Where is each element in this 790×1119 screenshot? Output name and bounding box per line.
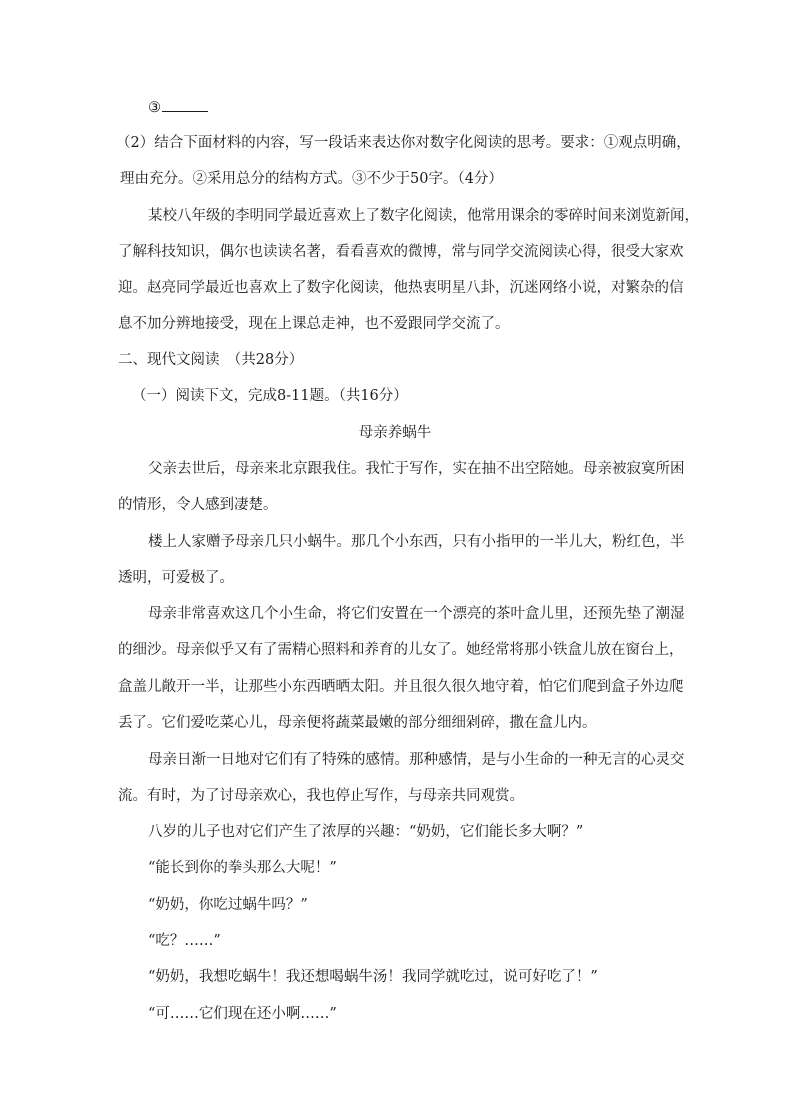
answer-blank-line <box>148 97 208 118</box>
article-line: “能长到你的拳头那么大呢！” <box>148 860 337 876</box>
material-line: 迎。赵亮同学最近也喜欢上了数字化阅读，他热衷明星八卦，沉迷网络小说，对繁杂的信 <box>118 280 684 296</box>
material-line: 某校八年级的李明同学最近喜欢上了数字化阅读，他常用课余的零碎时间来浏览新闻， <box>148 208 699 224</box>
article-line: 丢了。它们爱吃菜心儿，母亲便将蔬菜最嫩的部分细细剁碎，撒在盒儿内。 <box>118 715 597 731</box>
article-title: 母亲养蜗牛 <box>358 425 432 441</box>
article-line: 的情形，令人感到凄楚。 <box>118 497 278 513</box>
article-line: 母亲非常喜欢这几个小生命，将它们安置在一个漂亮的茶叶盒儿里，还预先垫了潮湿 <box>148 606 685 622</box>
sub-question-line: 理由充分。②采用总分的结构方式。③不少于50字。（4分） <box>120 171 503 187</box>
article-line: “奶奶，你吃过蜗牛吗？” <box>148 897 308 913</box>
article-line: “可……它们现在还小啊……” <box>148 1006 337 1022</box>
article-line: 楼上人家赠予母亲几只小蜗牛。那几个小东西，只有小指甲的一半儿大，粉红色，半 <box>148 534 685 550</box>
article-line: 的细沙。母亲似乎又有了需精心照料和养育的儿女了。她经常将那小铁盒儿放在窗台上， <box>118 642 684 658</box>
article-line: 母亲日渐一日地对它们有了特殊的感情。那种感情，是与小生命的一种无言的心灵交 <box>148 752 685 768</box>
blank-marker: ③ <box>148 100 161 116</box>
sub-question-line: （2）结合下面材料的内容，写一段话来表达你对数字化阅读的思考。要求：①观点明确， <box>116 135 691 151</box>
section-sub-heading: （一）阅读下文，完成8-11题。（共16分） <box>132 388 408 404</box>
material-line: 息不加分辨地接受，现在上课总走神，也不爱跟同学交流了。 <box>118 316 510 332</box>
section-heading: 二、现代文阅读 （共28分） <box>118 352 304 368</box>
answer-blank[interactable] <box>162 97 208 112</box>
article-line: 盒盖儿敞开一半，让那些小东西晒晒太阳。并且很久很久地守着，怕它们爬到盒子外边爬 <box>118 679 684 695</box>
article-line: 八岁的儿子也对它们产生了浓厚的兴趣：“奶奶，它们能长多大啊？” <box>148 824 584 840</box>
article-line: 流。有时，为了讨母亲欢心，我也停止写作，与母亲共同观赏。 <box>118 788 524 804</box>
article-line: 透明，可爱极了。 <box>118 570 234 586</box>
article-line: “吃？……” <box>148 933 221 949</box>
article-line: 父亲去世后，母亲来北京跟我住。我忙于写作，实在抽不出空陪她。母亲被寂寞所困 <box>148 461 685 477</box>
material-line: 了解科技知识，偶尔也读读名著，看看喜欢的微博，常与同学交流阅读心得，很受大家欢 <box>118 244 684 260</box>
article-line: “奶奶，我想吃蜗牛！我还想喝蜗牛汤！我同学就吃过，说可好吃了！” <box>148 969 598 985</box>
